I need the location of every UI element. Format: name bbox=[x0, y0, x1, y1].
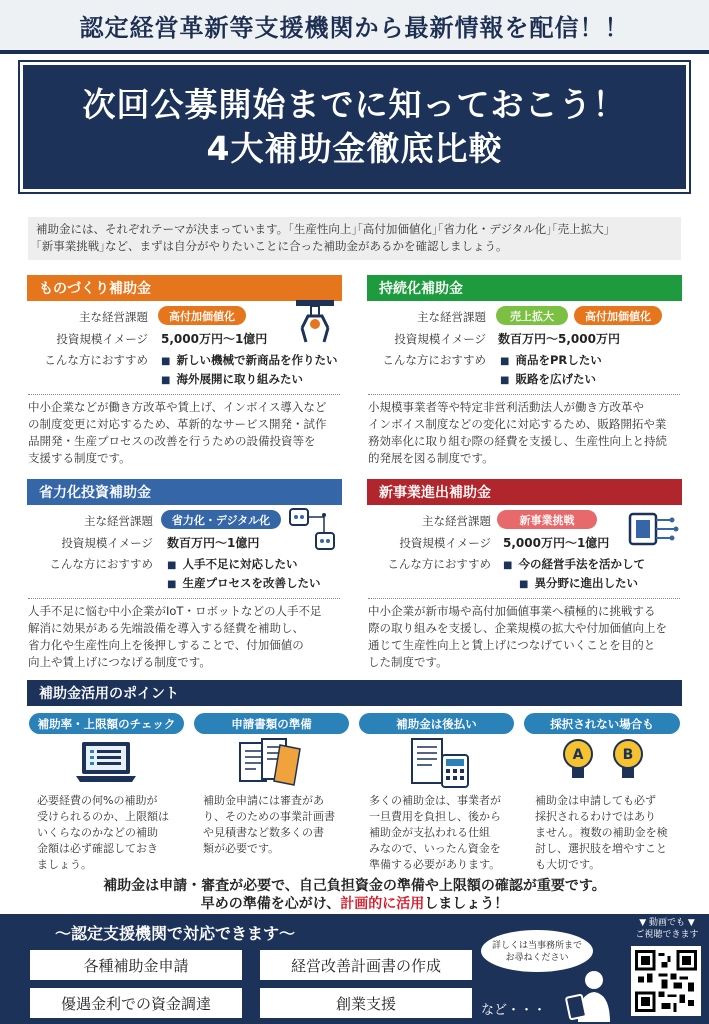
point-line: 必要経費の何%の補助が bbox=[37, 794, 158, 807]
point-line: 討し、選択肢を増やすこと bbox=[535, 842, 667, 855]
desc-line: 解消に効果がある先端設備を導入する経費を補助し、 bbox=[28, 621, 304, 635]
top-banner-text: 認定経営革新等支援機関から最新情報を配信！！ bbox=[79, 13, 630, 42]
bubble-line: お尋ねください bbox=[505, 953, 569, 963]
point-line: ましょう。 bbox=[37, 858, 92, 871]
tag-pill: 高付加価値化 bbox=[158, 306, 246, 325]
theme-label: 主な経営課題 bbox=[79, 310, 148, 324]
scale-value: 数百万円～1億円 bbox=[167, 536, 260, 550]
footer-title: ～認定支援機関で対応できます～ bbox=[55, 924, 296, 943]
service-box: 各種補助金申請 bbox=[30, 950, 242, 980]
divider bbox=[28, 598, 340, 599]
section-header-shoryokuka bbox=[27, 479, 342, 505]
intro-line2: ｢新事業挑戦｣など、まずは自分がやりたいことに合った補助金があるかを確認しましょう。 bbox=[36, 239, 508, 253]
scale-value: 5,000万円～1億円 bbox=[161, 332, 268, 346]
intro-text bbox=[28, 217, 681, 260]
desc-line: の制度変更に対応するため、革新的なサービス開発・試作 bbox=[28, 417, 327, 431]
calculator-document-icon bbox=[408, 737, 478, 793]
point-line: みなので、いったん資金を bbox=[369, 842, 501, 855]
target-label: こんな方におすすめ bbox=[44, 353, 148, 367]
points-title: 補助金活用のポイント bbox=[39, 686, 179, 702]
theme-label: 主な経営課題 bbox=[422, 514, 491, 528]
top-banner bbox=[0, 0, 709, 50]
desc-line: 中小企業などが働き方改革や賃上げ、インボイス導入など bbox=[28, 400, 327, 414]
point-line: 金額は必ず確認しておき bbox=[37, 842, 158, 855]
desc-line: 務効率化に取り組む際の経費を支援し、生産性向上と持続 bbox=[368, 434, 667, 448]
desc-line: 小規模事業者等や特定非営利活動法人が働き方改革や bbox=[368, 400, 644, 414]
theme-label: 主な経営課題 bbox=[417, 310, 486, 324]
point-line: 多くの補助金は、事業者が bbox=[369, 794, 501, 807]
robots-icon bbox=[288, 505, 338, 559]
bullet-item: ■ 今の経営手法を活かして bbox=[503, 556, 645, 572]
target-label: こんな方におすすめ bbox=[382, 353, 486, 367]
scale-label: 投資規模イメージ bbox=[394, 332, 486, 346]
bullet-item: ■ 新しい機械で新商品を作りたい bbox=[161, 352, 337, 368]
scale-label: 投資規模イメージ bbox=[61, 536, 153, 550]
section-header-jizokuka bbox=[367, 275, 682, 301]
intro-line1: 補助金には、それぞれテーマが決まっています。｢生産性向上｣｢高付加価値化｣｢省力化・デジタル化｣｢売上拡大｣ bbox=[36, 222, 610, 236]
scale-value: 5,000万円～1億円 bbox=[503, 536, 610, 550]
section-description bbox=[368, 399, 688, 467]
point-tab: 補助金は後払い bbox=[359, 713, 514, 734]
summary-text: 早めの準備を心がけ、 bbox=[200, 896, 341, 912]
bullet-item: ■ 海外展開に取り組みたい bbox=[161, 371, 303, 387]
point-text bbox=[203, 793, 353, 857]
service-box: 優遇金利での資金調達 bbox=[30, 988, 242, 1018]
service-box: 経営改善計画書の作成 bbox=[260, 950, 472, 980]
bulb-b-label: B bbox=[622, 747, 634, 763]
scale-label: 投資規模イメージ bbox=[399, 536, 491, 550]
desc-line: 際の取り組みを支援し、企業規模の拡大や付加価値向上を bbox=[368, 621, 667, 635]
point-line: 補助金が支払われる仕組 bbox=[369, 826, 490, 839]
scale-label: 投資規模イメージ bbox=[56, 332, 148, 346]
tag-pill: 高付加価値化 bbox=[574, 306, 662, 325]
bubble-line: 詳しくは当事務所まで bbox=[491, 941, 582, 951]
section-description bbox=[28, 603, 348, 671]
tag-pill: 売上拡大 bbox=[496, 306, 568, 325]
target-label: こんな方におすすめ bbox=[49, 557, 153, 571]
desc-line: 支援する制度です。 bbox=[28, 451, 131, 465]
desc-line: 人手不足に悩む中小企業がIoT・ロボットなどの人手不足 bbox=[28, 604, 322, 618]
point-line: 準備する必要があります。 bbox=[369, 858, 501, 871]
target-label: こんな方におすすめ bbox=[387, 557, 491, 571]
point-line: ません。複数の補助金を検 bbox=[535, 826, 668, 839]
person-tablet-icon bbox=[560, 966, 620, 1024]
desc-line: 品開発・生産プロセスの改善を行うための設備投資等を bbox=[28, 434, 316, 448]
etc-text: など・・・ bbox=[481, 1003, 547, 1018]
point-line: 補助金は申請しても必ず bbox=[535, 794, 656, 807]
divider bbox=[368, 598, 680, 599]
hero-title-line2: 4大補助金徹底比較 bbox=[206, 129, 503, 168]
point-line: 類が必要です。 bbox=[203, 842, 280, 855]
point-line: 一旦費用を負担し、後から bbox=[369, 810, 501, 823]
hero-title-box bbox=[20, 62, 689, 192]
tag-pill: 省力化・デジタル化 bbox=[161, 510, 281, 529]
desc-line: 向上や賃上げにつなげる制度です。 bbox=[28, 655, 211, 669]
desc-line: 的発展を図る制度です。 bbox=[368, 451, 494, 465]
video-line: ご視聴できます bbox=[635, 930, 699, 940]
documents-icon bbox=[236, 737, 306, 791]
divider bbox=[28, 394, 340, 395]
qr-code[interactable] bbox=[631, 946, 701, 1016]
bullet-item-continued bbox=[503, 575, 638, 591]
divider bbox=[0, 50, 709, 54]
hero-title-line1: 次回公募開始までに知っておこう！ bbox=[82, 85, 627, 124]
summary-text: しましょう！ bbox=[424, 896, 509, 912]
point-tab: 補助率・上限額のチェック bbox=[29, 713, 184, 734]
section-title: 新事業進出補助金 bbox=[379, 485, 491, 501]
point-text bbox=[535, 793, 685, 873]
section-title: 省力化投資補助金 bbox=[39, 485, 151, 501]
point-line: 補助金申請には審査があ bbox=[203, 794, 324, 807]
divider bbox=[368, 394, 680, 395]
section-description bbox=[28, 399, 348, 467]
bullet-item: ■ 商品をPRしたい bbox=[500, 352, 602, 368]
theme-label: 主な経営課題 bbox=[84, 514, 153, 528]
desc-line: インボイス制度などの変化に対応するため、販路開拓や業 bbox=[368, 417, 667, 431]
desc-line: 中小企業が新市場や高付加価値事業へ積極的に挑戦する bbox=[368, 604, 656, 618]
point-line: 受けられるのか、上限額は bbox=[37, 810, 169, 823]
point-line: いくらなのかなどの補助 bbox=[37, 826, 158, 839]
service-box: 創業支援 bbox=[260, 988, 472, 1018]
points-header bbox=[27, 680, 682, 706]
point-line: り、そのための事業計画書 bbox=[203, 810, 335, 823]
bulb-a-label: A bbox=[572, 747, 584, 763]
video-line: ▼ 動画でも ▼ bbox=[639, 918, 695, 928]
bullet-text: 異分野に進出したい bbox=[534, 576, 638, 590]
desc-line: 省力化や生産性向上を後押しすることで、付加価値の bbox=[28, 638, 304, 652]
point-text bbox=[37, 793, 187, 873]
bullet-item: ■ 販路を広げたい bbox=[500, 371, 596, 387]
tag-pill: 新事業挑戦 bbox=[497, 510, 597, 529]
point-text bbox=[369, 793, 521, 873]
chip-icon bbox=[626, 506, 682, 556]
point-line: 採択されるわけではあり bbox=[535, 810, 656, 823]
summary-line2 bbox=[0, 893, 709, 913]
bullet-item: ■ 人手不足に対応したい bbox=[167, 556, 297, 572]
video-notice bbox=[628, 917, 706, 941]
section-title: ものづくり補助金 bbox=[39, 281, 151, 297]
lightbulbs-icon bbox=[560, 738, 650, 790]
point-tab: 申請書類の準備 bbox=[194, 713, 349, 734]
section-header-shinjigyo bbox=[367, 479, 682, 505]
bullet-item: ■ 生産プロセスを改善したい bbox=[167, 575, 320, 591]
point-tab: 採択されない場合も bbox=[524, 713, 680, 734]
summary-highlight: 計画的に活用 bbox=[340, 896, 425, 912]
point-line: も大切です。 bbox=[535, 858, 601, 871]
summary-line1: 補助金は申請・審査が必要で、自己負担資金の準備や上限額の確認が重要です。 bbox=[103, 878, 606, 894]
section-description bbox=[368, 603, 688, 671]
section-title: 持続化補助金 bbox=[379, 281, 463, 297]
point-line: や見積書など数多くの書 bbox=[203, 826, 324, 839]
laptop-icon bbox=[74, 740, 138, 790]
scale-value: 数百万円～5,000万円 bbox=[498, 332, 620, 346]
desc-line: 通じて生産性向上と賃上げにつなげていくことを目的と bbox=[368, 638, 656, 652]
desc-line: した制度です。 bbox=[368, 655, 448, 669]
robot-arm-icon bbox=[292, 298, 338, 350]
